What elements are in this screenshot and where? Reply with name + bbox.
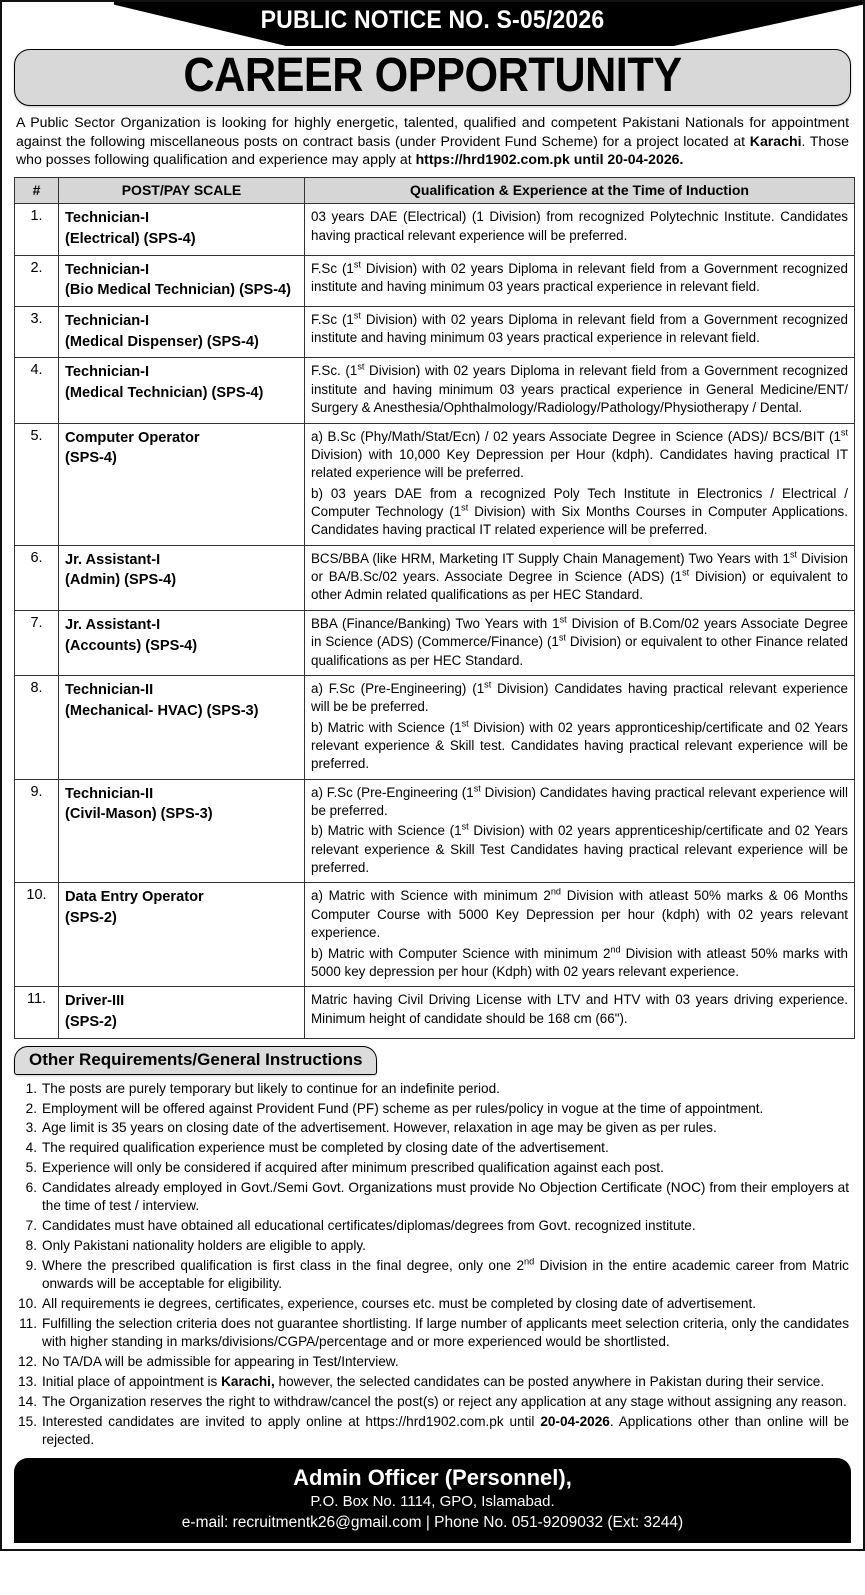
qualification-paragraph: b) Matric with Science (1st Division) with 02 years appronticeship/certificate and 02 Years relevant experience & Skill test. Candidates having practical relevant experience will be preferred. <box>311 718 848 772</box>
post-title-cell <box>59 358 305 423</box>
post-title-line1: Technician-I <box>65 364 150 381</box>
post-title-cell <box>59 987 305 1038</box>
table-row <box>15 675 855 779</box>
qualification-paragraph: 03 years DAE (Electrical) (1 Division) from recognized Polytechnic Institute. Candidates having practical relevant experience will be preferred. <box>311 209 848 243</box>
row-number: 3. <box>15 307 59 358</box>
row-number: 5. <box>15 423 59 545</box>
requirement-item: No TA/DA will be admissible for appearing in Test/Interview. <box>42 1354 399 1369</box>
table-row <box>15 358 855 423</box>
email-address[interactable]: recruitmentk26@gmail.com <box>232 1514 422 1532</box>
qualification-cell <box>305 675 855 779</box>
requirement-item: Fulfilling the selection criteria does not guarantee shortlisting. If large number of applicants meet selection criteria, only the candidates with higher standing in marks/divisions/CGPA/percentage and or more experienced would be shortlisted. <box>42 1315 849 1350</box>
qualification-cell <box>305 987 855 1038</box>
intro-text-part1: A Public Sector Organization is looking for highly energetic, talented, qualified and competent Pakistani Nationals for appointment against the following miscellaneous posts on contract basis (under Provident Fund Scheme) for a project located at <box>16 113 849 149</box>
requirement-item: The required qualification experience must be completed by closing date of the advertisement. <box>42 1140 609 1156</box>
intro-location: Karachi <box>749 132 802 149</box>
post-title-line2: (Medical Technician) (SPS-4) <box>65 385 264 402</box>
post-title-line2: (Admin) (SPS-4) <box>65 572 177 589</box>
post-title-line1: Driver-III <box>65 993 125 1010</box>
qualification-cell <box>305 423 855 545</box>
career-opportunity-box <box>14 49 851 106</box>
requirement-item: Only Pakistani nationality holders are eligible to apply. <box>42 1237 366 1253</box>
post-title-line2: (Bio Medical Technician) (SPS-4) <box>65 282 291 299</box>
requirement-item: Initial place of appointment is Karachi, however, the selected candidates can be posted anywhere in Pakistan during their service. <box>42 1373 825 1389</box>
qualification-paragraph: a) F.Sc (Pre-Engineering) (1st Division) Candidates having practical relevant experience will be be preferred. <box>311 679 849 715</box>
table-row <box>15 883 855 987</box>
post-title-line2: (Civil-Mason) (SPS-3) <box>65 806 213 823</box>
qualification-cell <box>305 610 855 675</box>
row-number: 6. <box>15 545 59 610</box>
post-title-cell <box>59 255 305 306</box>
post-title-cell <box>59 675 305 779</box>
requirement-item: Interested candidates are invited to apply online at https://hrd1902.com.pk until 20-04-2026. Applications other than online will be rejected. <box>42 1413 849 1447</box>
qualification-paragraph: Matric having Civil Driving License with LTV and HTV with 03 years driving experience. Minimum height of candidate should be 168 cm (66"). <box>311 992 848 1026</box>
post-title-line2: (SPS-2) <box>65 910 117 927</box>
post-title-cell <box>59 307 305 358</box>
post-title-line1: Jr. Assistant-I <box>65 616 161 633</box>
post-title-line2: (SPS-2) <box>65 1013 117 1030</box>
post-title-cell <box>59 883 305 987</box>
requirement-item: Age limit is 35 years on closing date of the advertisement. However, relaxation in age may be given as per rules. <box>42 1120 717 1136</box>
post-title-cell <box>59 545 305 610</box>
email-label: e-mail: <box>181 1514 229 1532</box>
row-number: 4. <box>15 358 59 423</box>
table-row <box>15 255 855 306</box>
qualification-cell <box>305 255 855 306</box>
requirement-item: Experience will only be considered if acquired after minimum prescribed qualification against each post. <box>42 1160 664 1176</box>
requirement-item: Candidates must have obtained all educational certificates/diplomas/degrees from Govt. recognized institute. <box>42 1218 696 1234</box>
intro-apply-link: https://hrd1902.com.pk until 20-04-2026. <box>415 151 684 168</box>
post-title-line1: Technician-II <box>65 785 154 802</box>
row-number: 9. <box>15 779 59 883</box>
post-title-line1: Technician-I <box>65 313 150 330</box>
qualification-paragraph: F.Sc (1st Division) with 02 years Diploma in relevant field from a Government recognized institute and having minimum 03 years practical experience in relevant field. <box>311 310 848 346</box>
row-number: 8. <box>15 675 59 779</box>
table-row <box>15 423 855 545</box>
qualification-paragraph: b) Matric with Science (1st Division) with 02 years apprenticeship/certificate and 02 Years relevant experience & Skill Test Candidates having practical relevant experience will be preferred. <box>311 821 848 876</box>
post-title-line2: (SPS-4) <box>65 450 117 467</box>
post-title-line1: Technician-II <box>65 681 154 698</box>
table-row <box>15 987 855 1038</box>
table-row <box>15 307 855 358</box>
post-title-cell <box>59 779 305 883</box>
notice-banner <box>2 2 863 46</box>
qualification-paragraph: F.Sc. (1st Division) with 02 years Diploma in relevant field from a Government recognized institute and having minimum 03 years practical experience in General Medicine/ENT/ Surgery & Anesthesia/Ophthalmology/Radiology/Pathology/Physiotherapy / Dental. <box>311 362 848 416</box>
intro-text-part2: . Those who posses following qualification and experience may apply at <box>16 132 849 168</box>
post-title-line1: Technician-I <box>65 210 150 227</box>
qualification-cell <box>305 358 855 423</box>
requirement-item: The Organization reserves the right to withdraw/cancel the post(s) or reject any application at any stage without assigning any reason. <box>42 1393 847 1409</box>
row-number: 2. <box>15 255 59 306</box>
qualification-cell <box>305 307 855 358</box>
post-title-line2: (Mechanical- HVAC) (SPS-3) <box>65 702 259 719</box>
page-title: CAREER OPPORTUNITY <box>183 49 682 102</box>
requirement-item: The posts are purely temporary but likely to continue for an indefinite period. <box>42 1080 500 1096</box>
requirements-badge: Other Requirements/General Instructions <box>14 1046 377 1075</box>
row-number: 11. <box>15 987 59 1038</box>
footer-separator: | <box>425 1514 430 1532</box>
requirements-list <box>16 1080 849 1450</box>
header-qualification: Qualification & Experience at the Time of Induction <box>305 178 855 204</box>
post-title-line2: (Electrical) (SPS-4) <box>65 230 196 247</box>
qualification-paragraph: b) 03 years DAE from a recognized Poly Tech Institute in Electronics / Electrical / Computer Technology (1st Division) with Six Months Courses in Computer Applications. Candidates having practical IT related experience will be preferred. <box>311 485 848 538</box>
requirement-item: All requirements ie degrees, certificates, experience, courses etc. must be completed by closing date of advertisement. <box>42 1295 757 1311</box>
row-number: 1. <box>15 204 59 255</box>
post-title-line1: Technician-I <box>65 261 150 278</box>
post-title-line2: (Medical Dispenser) (SPS-4) <box>65 333 259 350</box>
requirement-item: Candidates already employed in Govt./Semi Govt. Organizations must provide No Objection Certificate (NOC) from their employers at the time of test / interview. <box>42 1179 849 1214</box>
table-row <box>15 204 855 255</box>
footer-contact-line <box>24 1512 841 1533</box>
footer-contact-block <box>14 1458 851 1542</box>
header-post: POST/PAY SCALE <box>59 178 305 204</box>
qualification-cell <box>305 779 855 883</box>
table-row <box>15 779 855 883</box>
post-title-line2: (Accounts) (SPS-4) <box>65 637 198 654</box>
requirement-item: Where the prescribed qualification is first class in the final degree, only one 2nd Division in the entire academic career from Matric onwards will be acceptable for eligibility. <box>42 1256 849 1292</box>
post-title-cell <box>59 610 305 675</box>
table-row <box>15 545 855 610</box>
qualification-paragraph: BCS/BBA (like HRM, Marketing IT Supply Chain Management) Two Years with 1st Division or BA/B.Sc/02 years. Associate Degree in Science (ADS) (1st Division) or equivalent to other Admin related qualifications as per HEC Standard. <box>311 549 848 603</box>
qualification-paragraph: a) Matric with Science with minimum 2nd Division with atleast 50% marks & 06 Months Computer Course with 5000 Key Depression per hour (kdph) with 02 years relevant experience. <box>311 886 848 941</box>
footer-title: Admin Officer (Personnel), <box>293 1465 572 1491</box>
qualification-paragraph: a) F.Sc (Pre-Engineering (1st Division) Candidates having practical relevant experience will be preferred. <box>311 783 848 819</box>
posts-table <box>14 177 855 1039</box>
qualification-paragraph: b) Matric with Computer Science with minimum 2nd Division with atleast 50% marks with 5000 key depression per hour (Kdph) with 02 years relevant experience. <box>311 944 848 979</box>
requirement-item: Employment will be offered against Provident Fund (PF) scheme as per rules/policy in vogue at the time of appointment. <box>42 1100 764 1116</box>
header-num: # <box>15 178 59 204</box>
qualification-paragraph: F.Sc (1st Division) with 02 years Diploma in relevant field from a Government recognized institute and having minimum 03 years practical experience in relevant field. <box>311 259 848 294</box>
post-title-line1: Data Entry Operator <box>65 889 204 906</box>
qualification-paragraph: a) B.Sc (Phy/Math/Stat/Ecn) / 02 years Associate Degree in Science (ADS)/ BCS/BIT (1st Division) with 10,000 Key Depression per Hour (kdph). Candidates having practical IT related experience will be preferred. <box>311 427 848 481</box>
qualification-cell <box>305 545 855 610</box>
table-row <box>15 610 855 675</box>
phone-number: Phone No. 051-9209032 (Ext: 3244) <box>434 1514 684 1532</box>
qualification-cell <box>305 883 855 987</box>
qualification-cell <box>305 204 855 255</box>
row-number: 10. <box>15 883 59 987</box>
intro-paragraph <box>16 113 849 169</box>
table-header-row <box>15 178 855 204</box>
post-title-line1: Computer Operator <box>65 429 200 446</box>
row-number: 7. <box>15 610 59 675</box>
footer-address: P.O. Box No. 1114, GPO, Islamabad. <box>310 1492 555 1510</box>
qualification-paragraph: BBA (Finance/Banking) Two Years with 1st Division of B.Com/02 years Associate Degree in Science (ADS) (Commerce/Finance) (1st Division) or equivalent to other Finance related qualifications as per HEC Standard. <box>311 614 848 668</box>
notice-number: PUBLIC NOTICE NO. S-05/2026 <box>260 6 605 34</box>
post-title-line1: Jr. Assistant-I <box>65 551 161 568</box>
post-title-cell <box>59 423 305 545</box>
post-title-cell <box>59 204 305 255</box>
